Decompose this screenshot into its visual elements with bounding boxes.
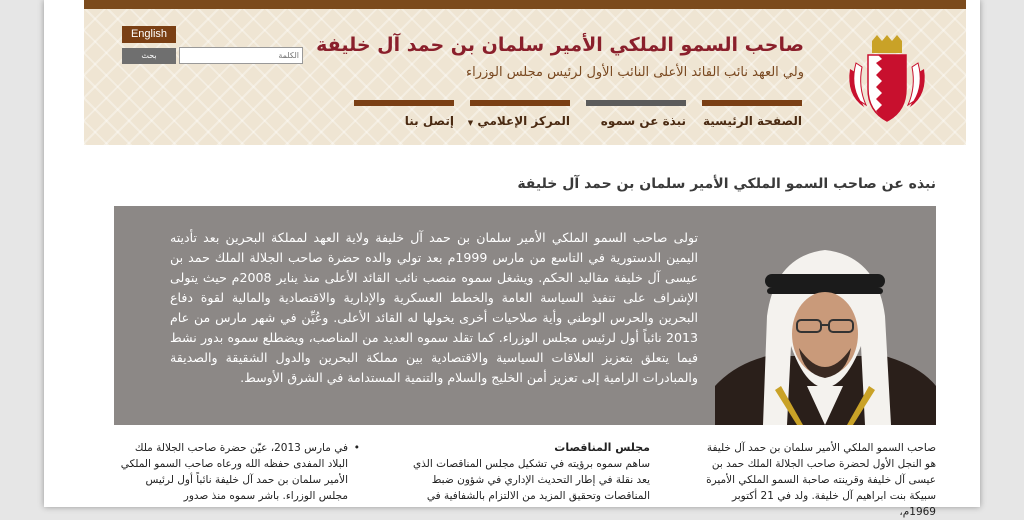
tenders-board-column xyxy=(404,440,650,504)
site-title: صاحب السمو الملكي الأمير سلمان بن حمد آل خليفة xyxy=(316,34,804,56)
search-input[interactable] xyxy=(179,47,303,64)
crown-prince-portrait-image xyxy=(715,236,936,425)
page-title: نبذه عن صاحب السمو الملكي الأمير سلمان بن حمد آل خليفة xyxy=(517,176,936,192)
deputy-pm-column xyxy=(114,440,360,504)
site-header xyxy=(84,9,966,145)
nav-media-center[interactable] xyxy=(467,100,570,130)
nav-home[interactable] xyxy=(702,100,802,130)
bahrain-emblem-logo[interactable] xyxy=(846,35,928,125)
top-bar xyxy=(84,0,966,9)
tenders-board-text: ساهم سموه برؤيته في تشكيل مجلس المناقصات الذي يعد نقلة في إطار التحديث الإداري في شؤون ضبط المناقصات وتحقيق المزيد من الالتزام بالشفافية في xyxy=(412,458,650,502)
bio-panel xyxy=(114,206,936,425)
nav-contact[interactable] xyxy=(354,100,454,130)
tenders-board-heading: مجلس المناقصات xyxy=(554,441,650,454)
page xyxy=(44,0,980,518)
deputy-pm-list xyxy=(114,440,360,504)
english-language-button[interactable]: English xyxy=(122,26,176,43)
site-subtitle: ولي العهد نائب القائد الأعلى النائب الأول لرئيس مجلس الوزراء xyxy=(466,65,804,80)
nav-about[interactable] xyxy=(586,100,686,130)
dropdown-arrow-icon: ▼ xyxy=(467,119,474,127)
bio-text: تولى صاحب السمو الملكي الأمير سلمان بن حمد آل خليفة ولاية العهد لمملكة البحرين بعد تأديته اليمين الدستورية في التاسع من مارس 1999م بعد تولي والده حضرة صاحب الجلالة الملك حمد بن عيسى آل خليفة مقاليد الحكم. ويشغل سموه منصب نائب القائد الأعلى منذ يناير 2008م حيث يتولى الإشراف على تنفيذ السياسة العامة والخطط العسكرية والإدارية والاقتصادية والمالية لقوة دفاع البحرين والحرس الوطني وأية صلاحيات أخرى يخولها له القائد الأعلى. وعُيِّن في شهر مارس من عام 2013 نائباً أول لرئيس مجلس الوزراء. كما تقلد سموه العديد من المناصب، ويضطلع سموه بدور نشط فيما يتعلق بتعزيز العلاقات السياسية والاقتصادية بين مملكة البحرين والدول الشقيقة والصديقة والمبادرات الرامية إلى تعزيز أمن الخليج والسلام والتنمية المستدامة في الشرق الأوسط. xyxy=(170,230,698,385)
nav-home-label: الصفحة الرئيسية xyxy=(702,114,802,128)
nav-media-center-label xyxy=(467,106,570,128)
nav-about-label: نبذة عن سموه xyxy=(600,114,686,128)
list-item: • في مارس 2013، عيّن حضرة صاحب الجلالة ملك البلاد المفدى حفظه الله ورعاه صاحب السمو الملكي الأمير سلمان بن حمد آل خليفة نائباً أول لرئيس مجلس الوزراء. باشر سموه منذ صدور xyxy=(114,440,360,504)
nav-contact-label: إتصل بنا xyxy=(404,114,454,128)
search-button[interactable]: بحث xyxy=(122,48,176,64)
nav-media-center-text: المركز الإعلامي xyxy=(477,114,570,128)
intro-column: صاحب السمو الملكي الأمير سلمان بن حمد آل خليفة هو النجل الأول لحضرة صاحب الجلالة الملك حمد بن عيسى آل خليفة وقرينته صاحبة السمو الملكي الأميرة سبيكة بنت ابراهيم آل خليفة. ولد في 21 أكتوبر 1969م، xyxy=(706,442,936,518)
